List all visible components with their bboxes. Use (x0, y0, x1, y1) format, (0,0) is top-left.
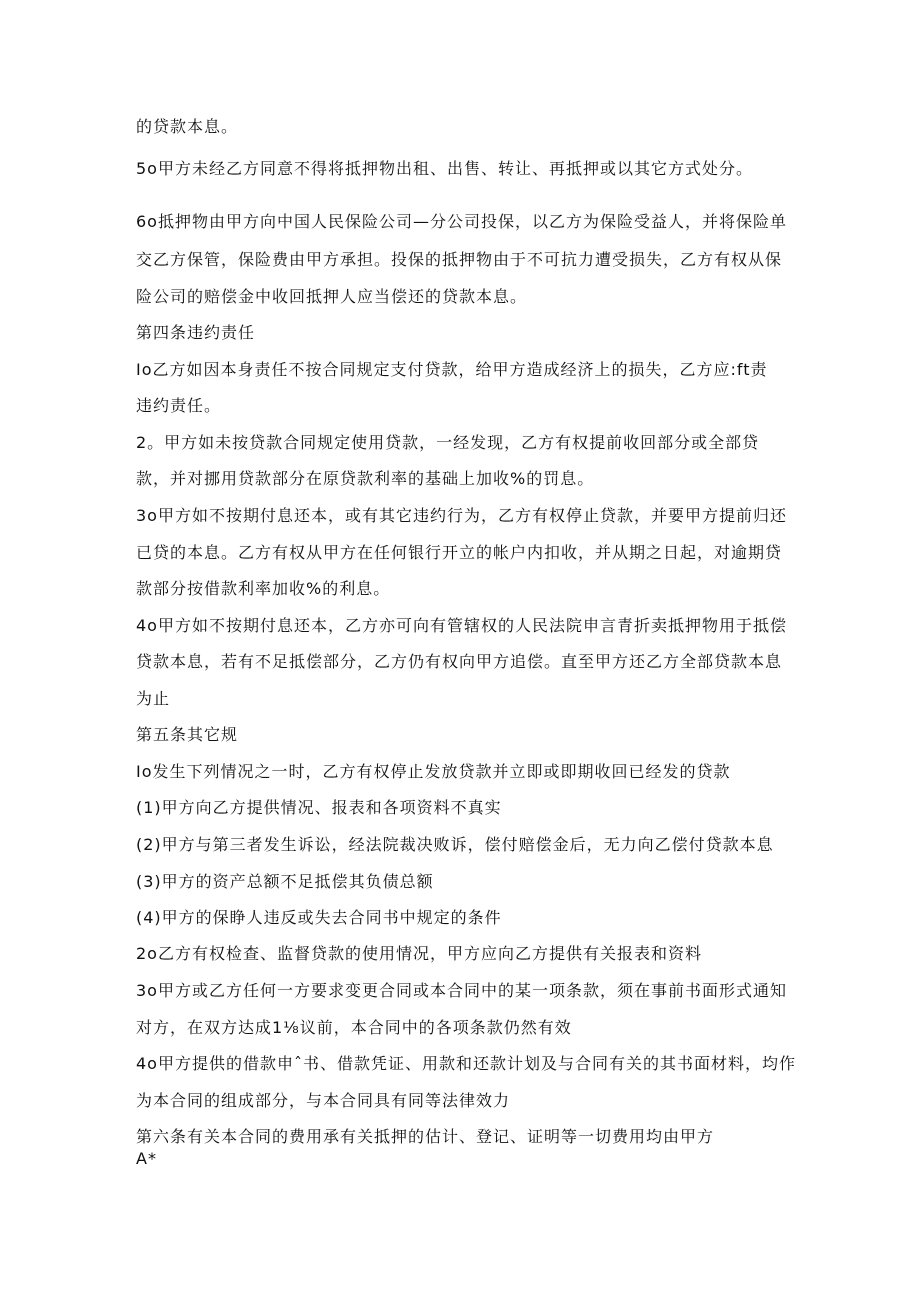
section-heading: 第五条其它规 (136, 725, 239, 744)
text-line: Io乙方如因本身责任不按合同规定支付贷款，给甲方造成经济上的损失，乙方应:ft责 (136, 360, 768, 379)
section-heading: 第四条违约责任 (136, 323, 256, 342)
text-line: 贷款本息，若有不足抵偿部分，乙方仍有权向甲方追偿。直至甲方还乙方全部贷款本息 (136, 652, 783, 671)
text-line: 款部分按借款利率加收%的利息。 (136, 579, 391, 598)
text-line: 为本合同的组成部分，与本合同具有同等法律效力 (136, 1091, 511, 1110)
text-line: 险公司的赔偿金中收回抵押人应当偿还的贷款本息。 (136, 287, 528, 306)
section-heading: 第六条有关本合同的费用承有关抵押的估计、登记、证明等一切费用均由甲方 (136, 1127, 715, 1146)
text-line: (2)甲方与第三者发生诉讼，经法院裁决败诉，偿付赔偿金后，无力向乙偿付贷款本息 (136, 835, 774, 854)
text-line: 已贷的本息。乙方有权从甲方在任何银行开立的帐户内扣收，并从期之日起，对逾期贷 (136, 543, 783, 562)
text-line: 3o甲方或乙方任何一方要求变更合同或本合同中的某一项条款，须在事前书面形式通知 (136, 981, 787, 1000)
text-line: 违约责任。 (136, 396, 222, 415)
text-line: 交乙方保管，保险费由甲方承担。投保的抵押物由于不可抗力遭受损失，乙方有权从保 (136, 250, 783, 269)
text-line: 2。甲方如未按贷款合同规定使用贷款，一经发现，乙方有权提前收回部分或全部贷 (136, 433, 760, 452)
text-line: 款，并对挪用贷款部分在原贷款利率的基础上加收%的罚息。 (136, 469, 595, 488)
text-line: 4o甲方提供的借款申ˆ书、借款凭证、用款和还款计划及与合同有关的其书面材料，均作 (136, 1054, 796, 1073)
text-line: 4o甲方如不按期付息还本，乙方亦可向有管辖权的人民法院申言青折卖抵押物用于抵偿 (136, 616, 787, 635)
text-line: (3)甲方的资产总额不足抵偿其负债总额 (136, 872, 434, 891)
text-line: 5o甲方未经乙方同意不得将抵押物出租、出售、转让、再抵押或以其它方式处分。 (136, 159, 753, 178)
text-line: (1)甲方向乙方提供情况、报表和各项资料不真实 (136, 798, 502, 817)
text-line: 为止 (136, 689, 171, 708)
text-line: 6o抵押物由甲方向中国人民保险公司—分公司投保，以乙方为保险受益人，并将保险单 (136, 212, 787, 231)
text-line: A* (136, 1149, 157, 1168)
text-line: 对方，在双方达成1⅛议前，本合同中的各项条款仍然有效 (136, 1018, 572, 1037)
text-line: 2o乙方有权检查、监督贷款的使用情况，甲方应向乙方提供有关报表和资料 (136, 944, 702, 963)
text-line: 3o甲方如不按期付息还本，或有其它违约行为，乙方有权停止贷款，并要甲方提前归还 (136, 506, 787, 525)
text-line: 的贷款本息。 (136, 117, 239, 136)
text-line: Io发生下列情况之一时，乙方有权停止发放贷款并立即或即期收回已经发的贷款 (136, 762, 731, 781)
text-line: (4)甲方的保睁人违反或失去合同书中规定的条件 (136, 908, 502, 927)
